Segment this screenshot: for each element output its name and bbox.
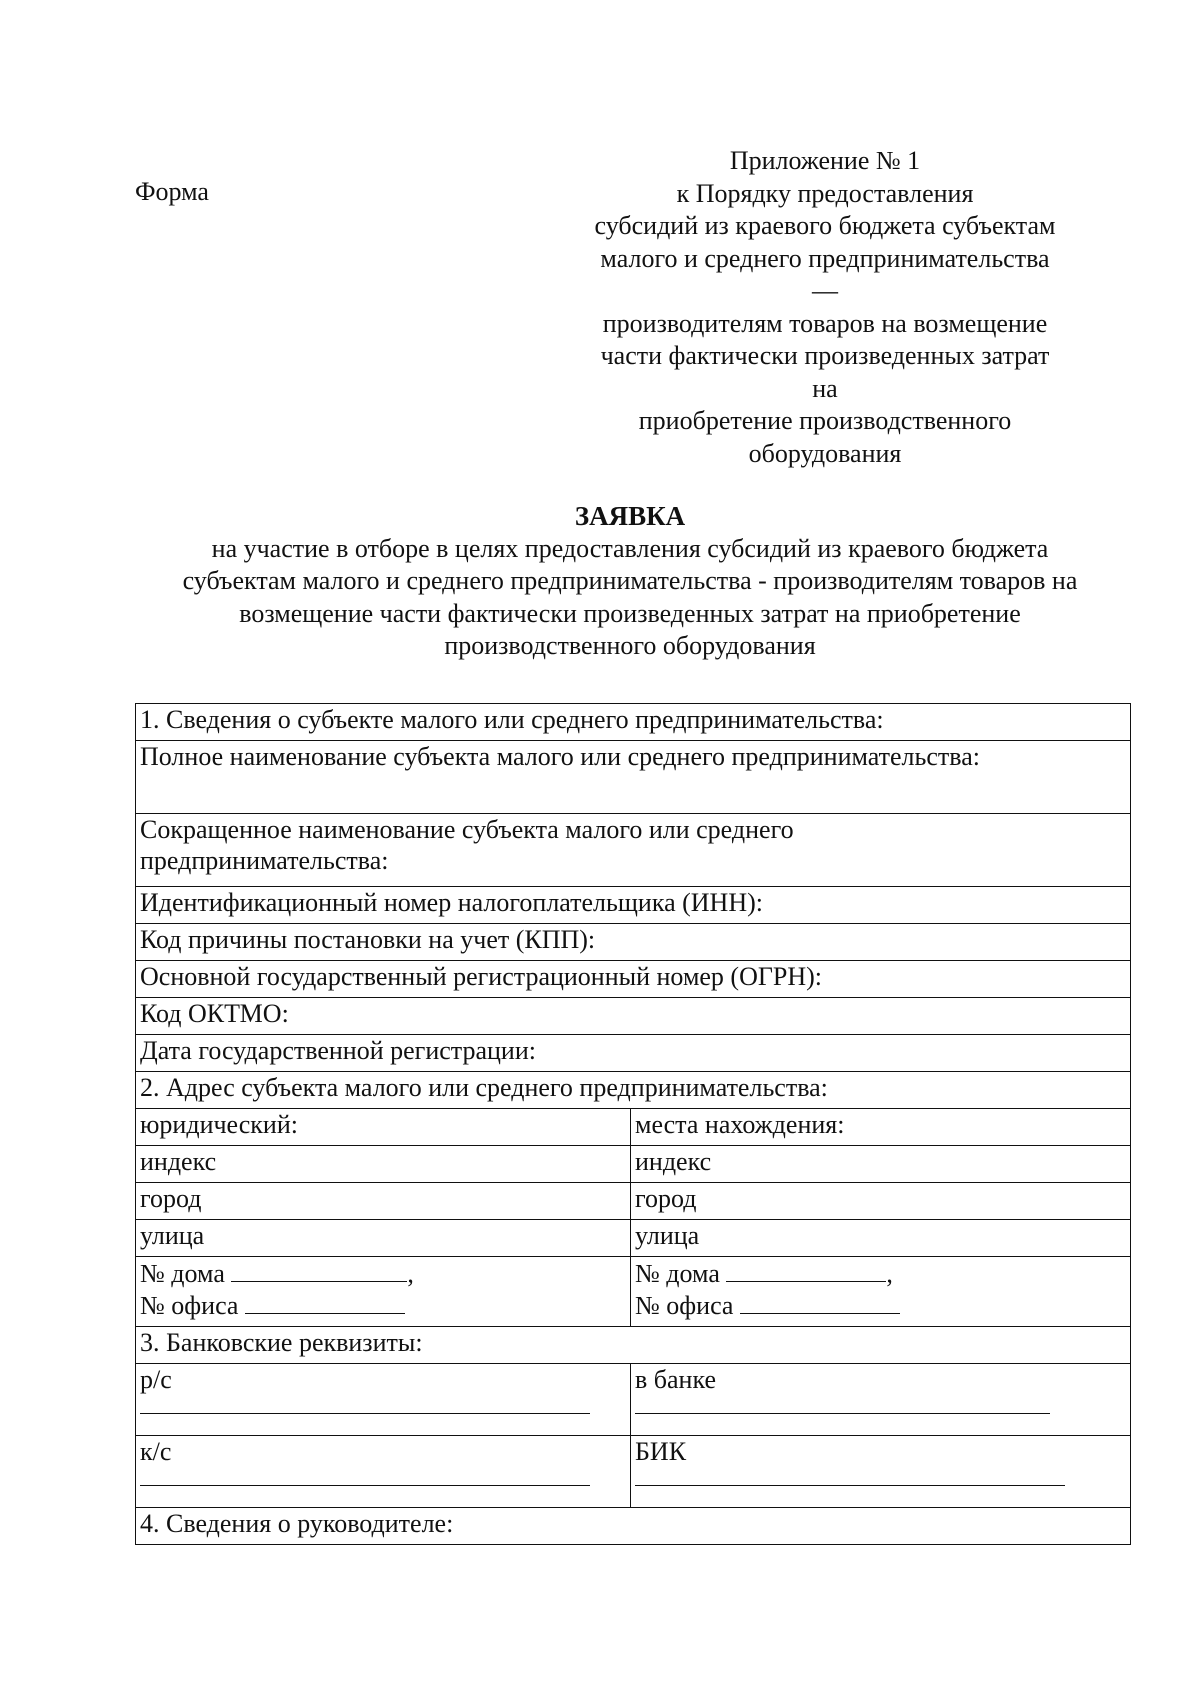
- kpp-field[interactable]: [136, 924, 1131, 961]
- appendix-header: [585, 145, 1065, 470]
- table-row: [136, 1072, 1131, 1109]
- inn-label: Идентификационный номер налогоплательщика (ИНН):: [140, 888, 763, 917]
- section4-heading: 4. Сведения о руководителе:: [136, 1508, 1131, 1545]
- legal-address-label: юридический:: [136, 1109, 631, 1146]
- bank-name-label: в банке: [635, 1365, 716, 1394]
- actual-office-input-line[interactable]: [740, 1289, 900, 1314]
- appendix-line: к Порядку предоставления: [676, 178, 974, 208]
- table-row: [136, 1508, 1131, 1545]
- subtitle-line: производственного оборудования: [444, 631, 816, 660]
- legal-city-field[interactable]: [136, 1183, 631, 1220]
- bank-name-input-line[interactable]: [635, 1413, 1050, 1414]
- comma: ,: [407, 1259, 414, 1288]
- bik-field[interactable]: [631, 1436, 1131, 1508]
- table-row: [136, 1109, 1131, 1146]
- kpp-label: Код причины постановки на учет (КПП):: [140, 925, 596, 954]
- subtitle-line: субъектам малого и среднего предпринимательства - производителям товаров на: [182, 566, 1078, 595]
- house-label: № дома: [635, 1259, 720, 1288]
- short-name-field[interactable]: [136, 814, 1131, 887]
- actual-address-label: места нахождения:: [631, 1109, 1131, 1146]
- title-block: [130, 500, 1130, 663]
- table-row: [136, 1183, 1131, 1220]
- table-row: [136, 998, 1131, 1035]
- section2-heading: 2. Адрес субъекта малого или среднего предпринимательства:: [136, 1072, 1131, 1109]
- table-row: [136, 704, 1131, 741]
- actual-house-office-cell: [631, 1257, 1131, 1327]
- appendix-line: части фактически произведенных затрат на: [600, 341, 1050, 403]
- account-input-line[interactable]: [140, 1413, 590, 1414]
- full-name-label: Полное наименование субъекта малого или среднего предпринимательства:: [140, 742, 980, 771]
- appendix-line: малого и среднего предпринимательства —: [600, 243, 1050, 305]
- section3-heading: 3. Банковские реквизиты:: [136, 1327, 1131, 1364]
- document-title: ЗАЯВКА: [574, 501, 686, 531]
- short-name-label-cont: предпринимательства:: [140, 846, 389, 875]
- bik-input-line[interactable]: [635, 1485, 1065, 1486]
- corr-account-field[interactable]: [136, 1436, 631, 1508]
- table-row: [136, 1327, 1131, 1364]
- table-row: [136, 961, 1131, 998]
- office-label: № офиса: [635, 1291, 734, 1320]
- legal-office-input-line[interactable]: [245, 1289, 405, 1314]
- table-row: [136, 1436, 1131, 1508]
- form-label: Форма: [135, 177, 209, 206]
- legal-index-field[interactable]: [136, 1146, 631, 1183]
- actual-street-field[interactable]: [631, 1220, 1131, 1257]
- reg-date-label: Дата государственной регистрации:: [140, 1036, 536, 1065]
- actual-house-input-line[interactable]: [726, 1257, 886, 1282]
- bik-label: БИК: [635, 1437, 687, 1466]
- table-row: [136, 1035, 1131, 1072]
- actual-city-field[interactable]: [631, 1183, 1131, 1220]
- city-label: город: [635, 1184, 697, 1213]
- table-row: [136, 1364, 1131, 1436]
- reg-date-field[interactable]: [136, 1035, 1131, 1072]
- corr-account-label: к/с: [140, 1437, 172, 1466]
- table-row: [136, 1257, 1131, 1327]
- subtitle-line: возмещение части фактически произведенных затрат на приобретение: [239, 598, 1021, 628]
- appendix-line: субсидий из краевого бюджета субъектам: [594, 211, 1056, 240]
- oktmo-field[interactable]: [136, 998, 1131, 1035]
- house-label: № дома: [140, 1259, 225, 1288]
- table-row: [136, 814, 1131, 887]
- legal-house-input-line[interactable]: [231, 1257, 407, 1282]
- table-row: [136, 887, 1131, 924]
- application-form-table: [135, 703, 1131, 1545]
- inn-field[interactable]: [136, 887, 1131, 924]
- ogrn-label: Основной государственный регистрационный номер (ОГРН):: [140, 962, 823, 991]
- office-label: № офиса: [140, 1291, 239, 1320]
- account-label: р/с: [140, 1365, 172, 1394]
- oktmo-label: Код ОКТМО:: [140, 999, 289, 1028]
- full-name-field[interactable]: [136, 741, 1131, 814]
- comma: ,: [886, 1259, 893, 1288]
- city-label: город: [140, 1184, 202, 1213]
- ogrn-field[interactable]: [136, 961, 1131, 998]
- corr-account-input-line[interactable]: [140, 1485, 590, 1486]
- appendix-line: производителям товаров на возмещение: [602, 308, 1048, 338]
- appendix-line: приобретение производственного: [638, 406, 1012, 435]
- subtitle-line: на участие в отборе в целях предоставления субсидий из краевого бюджета: [211, 533, 1049, 563]
- table-row: [136, 1220, 1131, 1257]
- table-row: [136, 1146, 1131, 1183]
- index-label: индекс: [140, 1147, 217, 1176]
- actual-index-field[interactable]: [631, 1146, 1131, 1183]
- short-name-label: Сокращенное наименование субъекта малого или среднего: [140, 815, 794, 844]
- street-label: улица: [140, 1221, 205, 1250]
- legal-house-office-cell: [136, 1257, 631, 1327]
- index-label: индекс: [635, 1147, 712, 1176]
- bank-name-field[interactable]: [631, 1364, 1131, 1436]
- section1-heading: 1. Сведения о субъекте малого или среднего предпринимательства:: [136, 704, 1131, 741]
- street-label: улица: [635, 1221, 700, 1250]
- legal-street-field[interactable]: [136, 1220, 631, 1257]
- table-row: [136, 924, 1131, 961]
- table-row: [136, 741, 1131, 814]
- account-field[interactable]: [136, 1364, 631, 1436]
- appendix-line: Приложение № 1: [729, 146, 921, 175]
- appendix-line: оборудования: [748, 438, 902, 468]
